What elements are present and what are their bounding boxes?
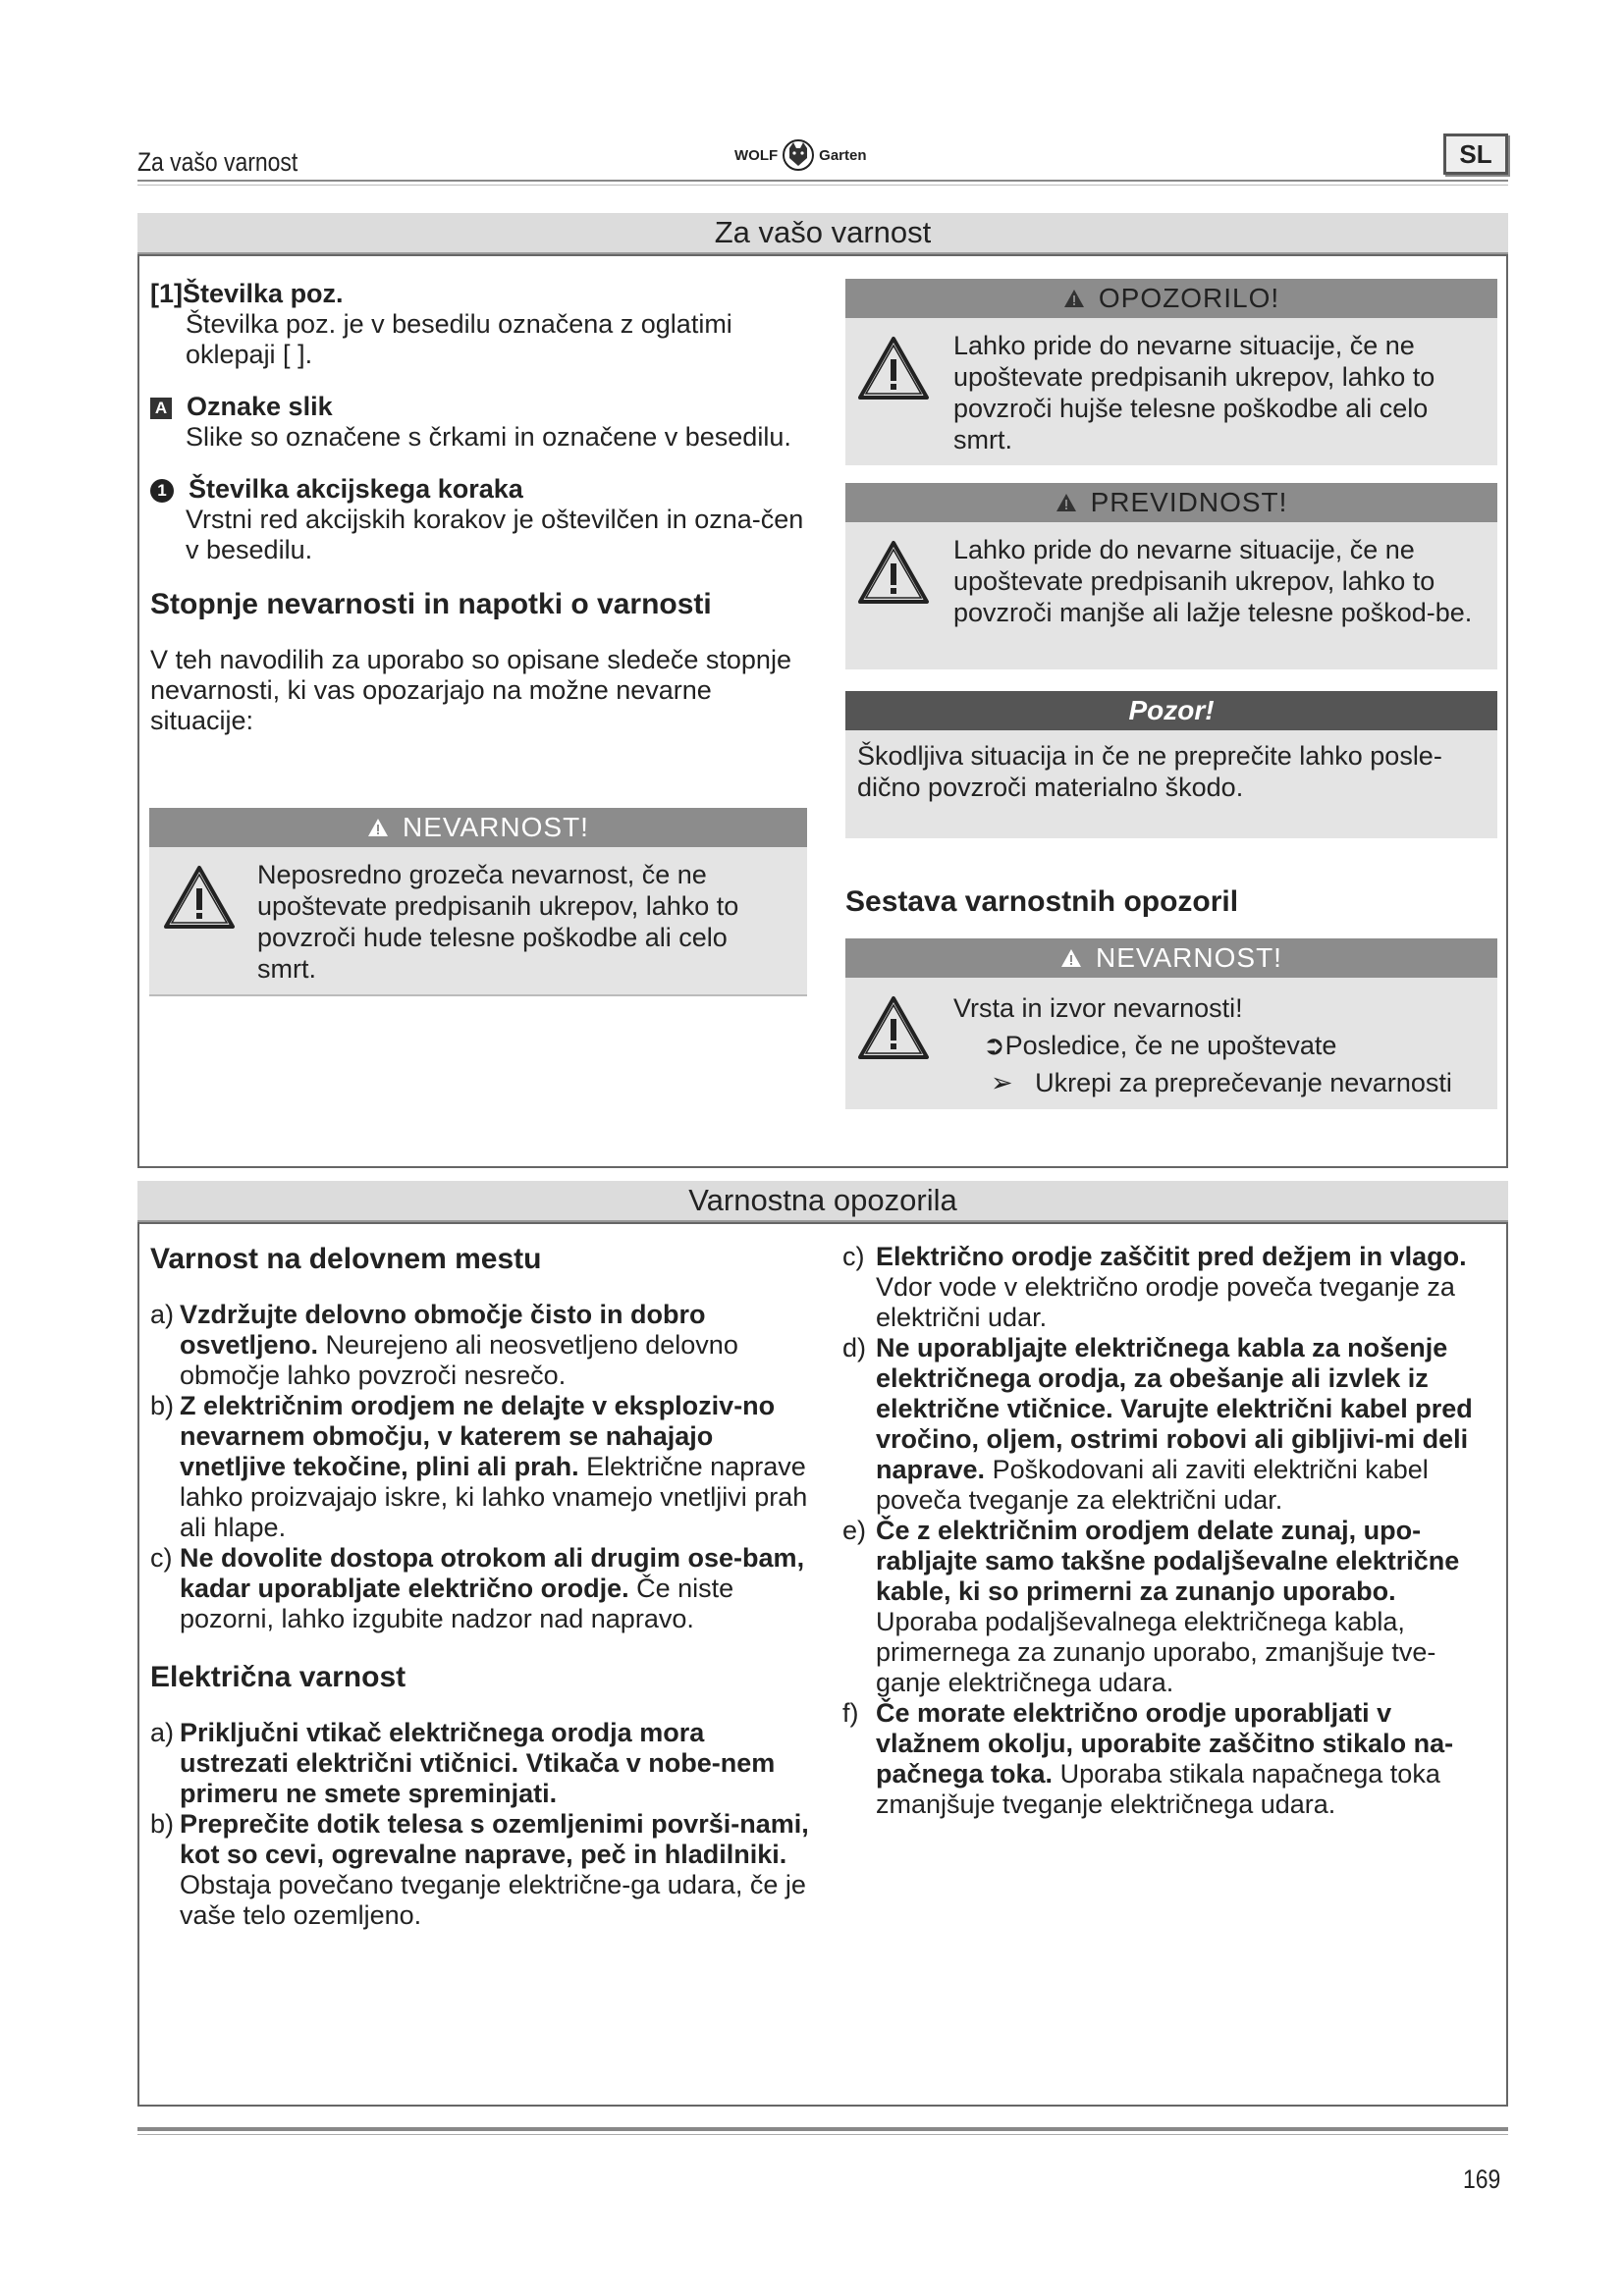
warning-small-icon: [1056, 493, 1077, 512]
list-item: c) Ne dovolite dostopa otrokom ali drugim ose-bam, kadar uporabljate električno orodje. Če niste pozorni, lahko izgubite nadzor nad napravo.: [150, 1543, 805, 1633]
section-title-warnings: Varnostna opozorila: [137, 1181, 1508, 1222]
composition-line3: ➢ Ukrepi za preprečevanje nevarnosti: [991, 1068, 1452, 1097]
warning-triangle-icon: [163, 865, 236, 930]
arrow-head-icon: ➢: [991, 1068, 1013, 1097]
warning-small-icon: [367, 818, 389, 837]
electrical-list-left: [150, 1718, 810, 1931]
page-number: 169: [1463, 2164, 1501, 2194]
warning-triangle-icon: [857, 336, 930, 400]
legend-item-position: [150, 279, 808, 370]
step-number-icon: 1: [150, 479, 174, 503]
danger-header: [149, 808, 807, 847]
notice-text: Škodljiva situacija in če ne preprečite lahko posle-dično povzroči materialno škodo.: [857, 741, 1442, 802]
list-item: c) Električno orodje zaščitit pred dežjem in vlago. Vdor vode v električno orodje poveča tveganje za električni udar.: [842, 1242, 1467, 1332]
composition-box: [845, 938, 1497, 1109]
list-item: e) Če z električnim orodjem delate zunaj, upo-rabljajte samo takšne podaljševalne električne kable, ki so primerni za zunanjo uporabo. Uporaba podaljševalnega električnega kabla, primernega za zunanjo uporabo, zmanjšuje tve-ganje električnega udara.: [842, 1516, 1460, 1697]
brand-logo: [734, 135, 867, 175]
footer-rule: [137, 2127, 1508, 2131]
list-item: d) Ne uporabljajte električnega kabla za nošenje električnega orodja, za obešanje ali izvlek iz električne vtičnice. Varujte električni kabel pred vročino, oljem, ostrimi robovi ali gibljivi-mi deli naprave. Poškodovani ali zaviti električni kabel poveča tveganje za električni udar.: [842, 1333, 1473, 1515]
composition-header: [845, 938, 1497, 978]
legend-title: Oznake slik: [187, 392, 333, 421]
header-rule: [137, 180, 1508, 182]
danger-text: Neposredno grozeča nevarnost, če ne upoštevate predpisanih ukrepov, lahko to povzroči hude telesne poškodbe ali celo smrt.: [257, 860, 739, 984]
composition-text: [953, 989, 1493, 1101]
legend-text: Vrstni red akcijskih korakov je oštevilčen in ozna-čen v besedilu.: [186, 505, 804, 564]
legend-column: [150, 279, 808, 736]
logo-text-right: Garten: [819, 146, 867, 164]
levels-intro: V teh navodilih za uporabo so opisane sledeče stopnje nevarnosti, ki vas opozarjajo na možne nevarne situacije:: [150, 645, 791, 735]
caution-box: [845, 483, 1497, 669]
warning-triangle-icon: [857, 995, 930, 1060]
warning-text: Lahko pride do nevarne situacije, če ne upoštevate predpisanih ukrepov, lahko to povzroči hujše telesne poškodbe ali celo smrt.: [953, 331, 1435, 454]
warning-box: [845, 279, 1497, 465]
header-rule-thin: [137, 185, 1508, 186]
notice-label: Pozor!: [1128, 695, 1215, 725]
figure-letter-icon: A: [150, 398, 172, 419]
warning-small-icon: [1063, 289, 1085, 308]
list-item: b) Preprečite dotik telesa s ozemljenimi površi-nami, kot so cevi, ogrevalne naprave, peč in hladilniki. Obstaja povečano tveganje električne-ga udara, če je vaše telo ozemljeno.: [150, 1809, 809, 1930]
legend-text: Številka poz. je v besedilu označena z oglatimi oklepaji [ ].: [186, 309, 732, 369]
caution-text: Lahko pride do nevarne situacije, če ne upoštevate predpisanih ukrepov, lahko to povzroči manjše ali lažje telesne poškod-be.: [953, 535, 1473, 627]
legend-item-steps: [150, 474, 808, 565]
workplace-list: [150, 1300, 810, 1634]
wolf-head-icon: [782, 138, 815, 172]
header-title: Za vašo varnost: [137, 147, 298, 177]
caution-label: PREVIDNOST!: [1090, 487, 1288, 517]
workplace-heading: Varnost na delovnem mestu: [150, 1243, 542, 1275]
composition-label: NEVARNOST!: [1096, 942, 1282, 973]
danger-label: NEVARNOST!: [403, 812, 589, 842]
list-item: b) Z električnim orodjem ne delajte v eksploziv-no nevarnem območju, v katerem se nahajajo vnetljive tekočine, plini ali prah. Električne naprave lahko proizvajajo iskre, ki lahko vnamejo vnetljivi prah ali hlape.: [150, 1391, 808, 1542]
warning-triangle-icon: [857, 540, 930, 605]
warning-label: OPOZORILO!: [1098, 283, 1280, 313]
list-item: f) Če morate električno orodje uporabljati v vlažnem okolju, uporabite zaščitno stikalo na-pačnega toka. Uporaba stikala napačnega toka zmanjšuje tveganje električnega udara.: [842, 1698, 1454, 1819]
footer-rule-thin: [137, 2134, 1508, 2135]
electrical-heading: Električna varnost: [150, 1661, 406, 1693]
warnings-left-column: [150, 1244, 810, 1931]
composition-line2: ➲Posledice, če ne upoštevate: [983, 1031, 1337, 1060]
legend-title: Številka poz.: [183, 279, 344, 308]
legend-item-figures: [150, 392, 808, 453]
warning-small-icon: [1060, 948, 1082, 968]
logo-text-left: WOLF: [734, 146, 779, 164]
language-badge: SL: [1443, 133, 1508, 175]
list-item: a) Vzdržujte delovno območje čisto in dobro osvetljeno. Neurejeno ali neosvetljeno delovno območje lahko povzroči nesrečo.: [150, 1300, 738, 1390]
warning-header: [845, 279, 1497, 318]
arrow-circle-icon: ➲: [983, 1031, 1005, 1060]
caution-header: [845, 483, 1497, 522]
composition-line1: Vrsta in izvor nevarnosti!: [953, 993, 1243, 1023]
section-title-safety: Za vašo varnost: [137, 213, 1508, 254]
legend-title: Številka akcijskega koraka: [189, 474, 523, 504]
list-item: a) Priključni vtikač električnega orodja mora ustrezati električni vtičnici. Vtikača v nobe-nem primeru ne smete spreminjati.: [150, 1718, 776, 1808]
legend-text: Slike so označene s črkami in označene v besedilu.: [186, 422, 791, 452]
composition-heading: Sestava varnostnih opozoril: [845, 885, 1239, 918]
levels-heading: Stopnje nevarnosti in napotki o varnosti: [150, 588, 712, 620]
notice-box: [845, 691, 1497, 838]
warnings-right-column: [842, 1242, 1500, 1820]
notice-header: [845, 691, 1497, 730]
legend-marker-bracket: [1]: [150, 279, 183, 308]
danger-box: [149, 808, 807, 996]
